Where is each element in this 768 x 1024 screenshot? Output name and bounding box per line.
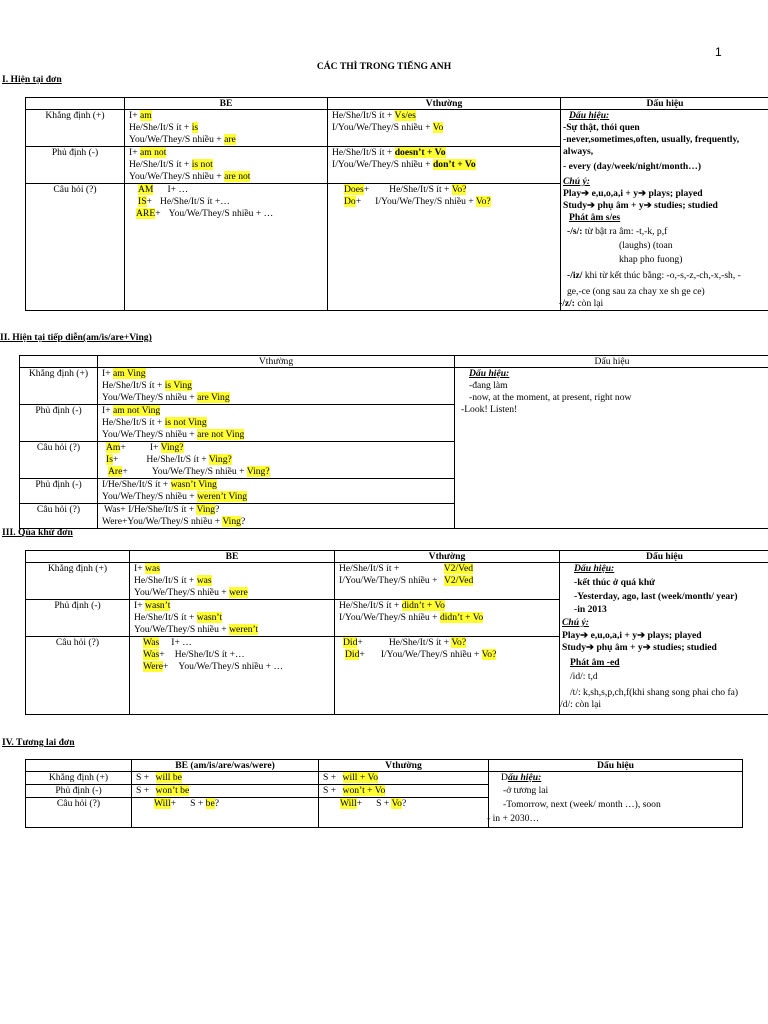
- verb-subject: S +: [323, 785, 339, 796]
- note-title: Chú ý:: [562, 617, 589, 628]
- be-subject: S +: [190, 798, 206, 809]
- be-question-cell: [132, 798, 319, 828]
- row-label-negative: Phủ định (-): [20, 405, 98, 442]
- verb-form: am not Ving: [113, 405, 161, 416]
- verb-negative-cell: [319, 785, 489, 798]
- question-mark: ?: [215, 504, 220, 515]
- table-header-signs: Dấu hiệu: [455, 356, 768, 368]
- verb-subject: Were+You/We/They/S nhiều +: [102, 516, 223, 527]
- rule-result: studies; studied: [651, 200, 718, 211]
- verb-form: won’t + Vo: [342, 785, 386, 796]
- verb-subject: Was+ I/He/She/It/S ít +: [104, 504, 197, 515]
- be-form: Were: [143, 661, 163, 672]
- verb-subject: You/We/They/S nhiều +: [151, 466, 247, 477]
- verb-subject: I+: [102, 368, 114, 379]
- verb-aux: Are: [108, 466, 123, 477]
- be-affirmative-cell: [132, 772, 319, 785]
- signs-line: - in + 2030…: [487, 813, 540, 824]
- rule-text: từ bật ra âm: -t,-k, p,f: [582, 226, 668, 237]
- verb-form: Ving: [222, 516, 241, 527]
- rule-text: còn lại: [574, 298, 604, 309]
- arrow-right-icon: ➔: [643, 200, 652, 211]
- table-header-signs: Dấu hiệu: [560, 551, 768, 563]
- arrow-right-icon: ➔: [587, 200, 596, 211]
- verb-aux: Did: [345, 649, 360, 660]
- be-form: AM: [138, 184, 154, 196]
- table-header-corner: [26, 551, 130, 563]
- be-form: will be: [155, 772, 182, 783]
- z-rule: [559, 298, 765, 310]
- signs-cell: [489, 772, 743, 828]
- verb-question-past-cell: [98, 504, 455, 529]
- verb-question-cell: [335, 637, 560, 715]
- verb-aux: Do: [344, 196, 356, 208]
- verb-subject: I/You/We/They/S nhiều +: [339, 612, 440, 623]
- signs-cell: [561, 110, 768, 311]
- be-form: won’t be: [155, 785, 190, 796]
- rule-text: khi từ kết thúc bằng: -o,-s,-z,-ch,-x,-sh, -: [582, 270, 741, 281]
- be-plus: +: [163, 661, 169, 672]
- arrow-right-icon: ➔: [580, 630, 589, 641]
- verb-plus: +: [363, 184, 370, 196]
- verb-form: are not Ving: [197, 429, 245, 440]
- verb-form: Vo?: [451, 184, 467, 196]
- verb-plus: +: [357, 637, 363, 648]
- verb-form: Vo?: [475, 196, 491, 208]
- table-header-corner: [26, 760, 132, 772]
- row-label-question-past: Câu hỏi (?): [20, 504, 98, 529]
- be-subject: I+: [134, 600, 146, 611]
- rule-sound: -/z/:: [559, 298, 575, 309]
- question-mark: ?: [401, 798, 407, 809]
- row-label-negative-past: Phủ định (-): [20, 479, 98, 504]
- rule-word: Study: [562, 642, 586, 653]
- signs-line: -ở tương lai: [503, 785, 549, 796]
- page-number: 1: [715, 45, 722, 59]
- row-label-question: Câu hỏi (?): [26, 798, 132, 828]
- be-subject: S +: [136, 785, 152, 796]
- rule-sound: -/s/:: [567, 226, 583, 237]
- arrow-right-icon: ➔: [638, 188, 647, 199]
- verb-form: Vo?: [451, 637, 467, 648]
- rule-sound: -/iz/: [567, 270, 583, 281]
- signs-title-rest: ấu hiệu:: [507, 772, 542, 783]
- verb-form: weren’t Ving: [197, 491, 248, 502]
- row-label-negative: Phủ định (-): [26, 600, 130, 637]
- rule-condition: phụ âm + y: [594, 642, 643, 653]
- signs-line: -đang làm: [469, 380, 508, 391]
- signs-line: - every (day/week/night/month…): [563, 161, 702, 172]
- verb-subject: He/She/It/S ít +: [388, 637, 452, 648]
- table-header-verb: Vthường: [319, 760, 489, 772]
- verb-subject: I/He/She/It/S ít +: [102, 479, 171, 490]
- row-label-negative: Phủ định (-): [26, 785, 132, 798]
- verb-form: wasn’t Ving: [170, 479, 217, 490]
- be-form: am not: [140, 147, 167, 159]
- verb-form: Ving?: [160, 442, 184, 453]
- be-subject: You/We/They/S nhiều + …: [168, 208, 274, 220]
- table-header-signs: Dấu hiệu: [561, 98, 768, 110]
- be-plus: +: [155, 208, 161, 220]
- verb-form: Ving: [196, 504, 216, 515]
- verb-affirmative-cell: [328, 110, 561, 147]
- row-label-affirmative: Khẳng định (+): [20, 368, 98, 405]
- be-form: were: [229, 587, 248, 598]
- verb-affirmative-cell: [319, 772, 489, 785]
- be-subject: S +: [136, 772, 152, 783]
- verb-form: am Ving: [113, 368, 146, 379]
- section-1-heading: I. Hiện tại đơn: [2, 74, 62, 85]
- verb-aux: Is: [106, 454, 113, 465]
- rule-word: Play: [562, 630, 581, 641]
- note-title: Chú ý:: [563, 176, 590, 187]
- verb-subject: I/You/We/They/S nhiều +: [332, 159, 433, 171]
- pronunciation-title: Phát âm s/es: [569, 212, 621, 223]
- verb-form: will + Vo: [342, 772, 378, 783]
- be-subject: I+ …: [171, 637, 192, 648]
- verb-subject: He/She/It/S ít +: [102, 417, 165, 428]
- verb-subject: I/You/We/They/S nhiều +: [339, 575, 440, 586]
- be-subject: You/We/They/S nhiều +: [129, 171, 225, 183]
- verb-plus: +: [359, 649, 365, 660]
- signs-title: Dấu hiệu:: [569, 110, 610, 121]
- play-rule: [563, 188, 765, 200]
- study-rule: [562, 642, 765, 654]
- question-mark: ?: [240, 516, 246, 527]
- signs-line: -now, at the moment, at present, right now: [469, 392, 632, 403]
- signs-line: -Look! Listen!: [461, 404, 518, 415]
- verb-subject: He/She/It/S ít +: [332, 147, 395, 159]
- s-rule-example: (laughs) (toan: [619, 240, 673, 251]
- verb-form: is not Ving: [164, 417, 207, 428]
- signs-line: -kết thúc ở quá khứ: [574, 577, 655, 588]
- t-rule: /t/: k,sh,s,p,ch,f(khi shang song phai cho fa): [570, 687, 739, 698]
- verb-form: V2/Ved: [443, 563, 474, 574]
- be-negative-cell: [130, 600, 335, 637]
- arrow-right-icon: ➔: [581, 188, 590, 199]
- be-form: IS: [138, 196, 147, 208]
- verb-subject: He/She/It/S ít +: [339, 600, 402, 611]
- verb-form: don’t + Vo: [432, 159, 476, 171]
- rule-result: plays; played: [645, 630, 702, 641]
- be-subject: You/We/They/S nhiều + …: [178, 661, 284, 672]
- verb-subject: I/You/We/They/S nhiều +: [332, 122, 433, 133]
- be-form: was: [196, 575, 212, 586]
- be-negative-cell: [125, 147, 328, 184]
- be-form: are: [224, 134, 236, 145]
- verb-form: Vo?: [481, 649, 497, 660]
- signs-line: -Sự thật, thói quen: [563, 122, 640, 133]
- be-question-cell: [130, 637, 335, 715]
- verb-form: Ving?: [246, 466, 270, 477]
- verb-plus: +: [122, 466, 128, 477]
- table-header-signs: Dấu hiệu: [489, 760, 743, 772]
- future-simple-table: [25, 759, 743, 828]
- be-subject: I+: [129, 110, 141, 121]
- be-subject: I+ …: [167, 184, 189, 196]
- verb-form: Vo: [391, 798, 402, 809]
- be-form: Was: [143, 637, 160, 648]
- question-mark: ?: [214, 798, 219, 809]
- signs-title: Dấu hiệu:: [574, 563, 615, 574]
- signs-line: -in 2013: [574, 604, 607, 615]
- verb-form: didn’t + Vo: [439, 612, 484, 623]
- row-label-affirmative: Khẳng định (+): [26, 772, 132, 785]
- play-rule: [562, 630, 765, 642]
- section-3-heading: III. Qúa khứ đơn: [2, 527, 73, 538]
- verb-aux: Does: [344, 184, 364, 196]
- present-continuous-table: [19, 355, 768, 529]
- verb-affirmative-cell: [335, 563, 560, 600]
- verb-form: Vs/es: [394, 110, 416, 121]
- row-label-negative: Phủ định (-): [26, 147, 125, 184]
- present-simple-table: [25, 97, 768, 311]
- row-label-affirmative: Khẳng định (+): [26, 563, 130, 600]
- verb-plus: +: [120, 442, 126, 453]
- signs-title: Dấu hiệu:: [469, 368, 510, 379]
- rule-result: plays; played: [646, 188, 703, 199]
- arrow-right-icon: ➔: [642, 642, 651, 653]
- verb-negative-past-cell: [98, 479, 455, 504]
- verb-subject: I+: [149, 442, 161, 453]
- id-rule: /id/: t,d: [570, 671, 598, 682]
- verb-plus: +: [112, 454, 119, 465]
- be-subject: You/We/They/S nhiều +: [134, 587, 230, 598]
- row-label-affirmative: Khẳng định (+): [26, 110, 125, 147]
- page-title: CÁC THÌ TRONG TIẾNG ANH: [316, 61, 452, 72]
- be-subject: He/She/It/S ít +: [134, 575, 197, 586]
- verb-plus: +: [355, 196, 362, 208]
- be-subject: You/We/They/S nhiều +: [129, 134, 225, 145]
- verb-form: V2/Ved: [443, 575, 474, 586]
- signs-line: -Yesterday, ago, last (week/month/ year): [574, 591, 738, 602]
- section-2-heading: II. Hiện tại tiếp diễn(am/is/are+Ving): [0, 332, 152, 343]
- study-rule: [563, 200, 765, 212]
- verb-negative-cell: [98, 405, 455, 442]
- table-header-verb: Vthường: [98, 356, 455, 368]
- verb-negative-cell: [328, 147, 561, 184]
- verb-form: Ving?: [208, 454, 232, 465]
- signs-cell: [455, 368, 768, 529]
- be-form: be: [205, 798, 215, 809]
- iz-rule: [563, 270, 765, 282]
- be-subject: I+: [134, 563, 146, 574]
- be-form: Was: [143, 649, 160, 660]
- table-header-verb: Vthường: [328, 98, 561, 110]
- be-plus: +: [159, 649, 165, 660]
- verb-subject: You/We/They/S nhiều +: [102, 491, 198, 502]
- rule-condition: phụ âm + y: [595, 200, 644, 211]
- d-rule: /d/: còn lại: [560, 699, 602, 710]
- be-form: weren’t: [229, 624, 259, 635]
- be-form: wasn’t: [145, 600, 171, 611]
- verb-form: are Ving: [197, 392, 230, 403]
- verb-subject: S +: [323, 772, 339, 783]
- verb-aux: Will: [340, 798, 357, 809]
- be-aux: Will: [154, 798, 171, 809]
- verb-plus: +: [356, 798, 363, 809]
- verb-question-cell: [98, 442, 455, 479]
- verb-affirmative-cell: [98, 368, 455, 405]
- rule-word: Study: [563, 200, 587, 211]
- row-label-question: Câu hỏi (?): [26, 184, 125, 311]
- be-subject: You/We/They/S nhiều +: [134, 624, 230, 635]
- verb-subject: He/She/It/S ít +: [339, 563, 402, 574]
- pronunciation-title: Phát âm -ed: [570, 657, 620, 668]
- be-form: ARE: [136, 208, 156, 220]
- verb-subject: You/We/They/S nhiều +: [102, 392, 198, 403]
- be-form: is not: [191, 159, 213, 171]
- rule-word: Play: [563, 188, 582, 199]
- iz-rule-mnemonic: ge,-ce (ong sau za chay xe sh ge ce): [567, 286, 705, 297]
- be-subject: I+: [129, 147, 141, 159]
- be-plus: +: [146, 196, 152, 208]
- verb-subject: S +: [376, 798, 392, 809]
- verb-form: Vo: [432, 122, 444, 133]
- verb-form: didn’t + Vo: [401, 600, 445, 611]
- table-header-be: BE (am/is/are/was/were): [132, 760, 319, 772]
- verb-subject: He/She/It/S ít +: [146, 454, 209, 465]
- table-header-verb: Vthường: [335, 551, 560, 563]
- verb-subject: I/You/We/They/S nhiều +: [380, 649, 482, 660]
- be-form: was: [145, 563, 160, 574]
- s-rule: [563, 226, 765, 238]
- be-negative-cell: [132, 785, 319, 798]
- verb-subject: I+: [102, 405, 114, 416]
- verb-subject: He/She/It/S ít +: [389, 184, 452, 196]
- verb-negative-cell: [335, 600, 560, 637]
- be-question-cell: [125, 184, 328, 311]
- rule-condition: e,u,o,a,i + y: [589, 188, 639, 199]
- table-header-be: BE: [125, 98, 328, 110]
- be-subject: He/She/It/S ít +…: [159, 196, 230, 208]
- signs-title-first: D: [501, 772, 508, 783]
- verb-subject: You/We/They/S nhiều +: [102, 429, 198, 440]
- rule-condition: e,u,o,a,i + y: [588, 630, 638, 641]
- table-header-corner: [26, 98, 125, 110]
- verb-form: doesn’t + Vo: [394, 147, 446, 159]
- be-plus: +: [170, 798, 177, 809]
- past-simple-table: [25, 550, 768, 715]
- be-affirmative-cell: [130, 563, 335, 600]
- verb-question-cell: [319, 798, 489, 828]
- signs-line: -never,sometimes,often, usually, frequently, always,: [563, 134, 740, 157]
- s-rule-mnemonic: khap pho fuong): [619, 254, 683, 265]
- be-subject: He/She/It/S ít +…: [174, 649, 245, 660]
- section-4-heading: IV. Tương lai đơn: [2, 737, 75, 748]
- rule-result: studies; studied: [650, 642, 717, 653]
- be-form: wasn’t: [196, 612, 223, 623]
- verb-question-cell: [328, 184, 561, 311]
- be-form: am: [140, 110, 152, 121]
- be-subject: He/She/It/S ít +: [129, 122, 192, 133]
- be-affirmative-cell: [125, 110, 328, 147]
- verb-aux: Am: [106, 442, 121, 453]
- row-label-question: Câu hỏi (?): [26, 637, 130, 715]
- row-label-question: Câu hỏi (?): [20, 442, 98, 479]
- verb-aux: Did: [343, 637, 358, 648]
- signs-cell: [560, 563, 768, 715]
- verb-subject: I/You/We/They/S nhiều +: [375, 196, 476, 208]
- be-form: are not: [224, 171, 251, 183]
- be-subject: He/She/It/S ít +: [134, 612, 197, 623]
- verb-subject: He/She/It/S ít +: [332, 110, 395, 121]
- table-header-corner: [20, 356, 98, 368]
- signs-title: [489, 772, 738, 784]
- be-subject: He/She/It/S ít +: [129, 159, 192, 171]
- verb-subject: He/She/It/S ít +: [102, 380, 165, 391]
- signs-line: -Tomorrow, next (week/ month …), soon: [503, 799, 661, 810]
- arrow-right-icon: ➔: [586, 642, 595, 653]
- table-header-be: BE: [130, 551, 335, 563]
- verb-form: is Ving: [164, 380, 192, 391]
- arrow-right-icon: ➔: [637, 630, 646, 641]
- be-form: is: [191, 122, 199, 133]
